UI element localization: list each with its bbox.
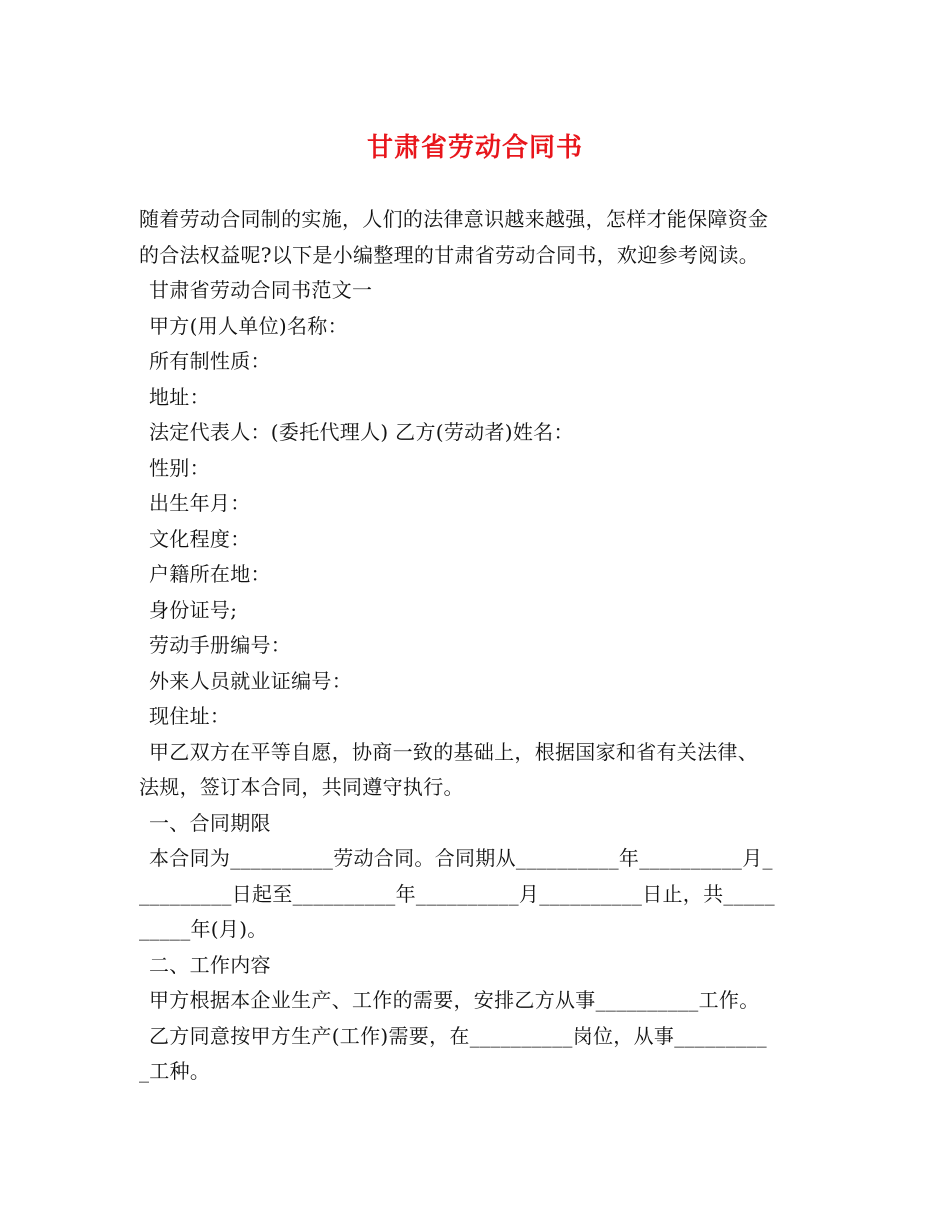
field-employer-name: 甲方(用人单位)名称： (149, 313, 348, 338)
document-body (139, 202, 819, 1090)
field-ownership-type: 所有制性质： (149, 349, 271, 373)
clause-2-line-1: 甲方根据本企业生产、工作的需要，安排乙方从事__________工作。 (149, 988, 760, 1012)
field-birth-date: 出生年月： (149, 491, 251, 515)
clause-2-title: 二、工作内容 (149, 952, 271, 977)
section-title: 甘肃省劳动合同书范文一 (149, 278, 373, 302)
clause-1-line-3: _____年(月)。 (139, 917, 268, 941)
clause-1-line-2: _________日起至__________年__________月__________日止，共_____ (139, 881, 775, 906)
clause-2-line-3: _工种。 (139, 1059, 211, 1083)
field-current-address: 现住址： (149, 704, 231, 728)
field-labor-handbook-number: 劳动手册编号： (149, 633, 292, 657)
agreement-line-2: 法规，签订本合同，共同遵守执行。 (139, 775, 464, 799)
field-employment-permit-number: 外来人员就业证编号： (149, 668, 352, 693)
field-education: 文化程度： (149, 526, 251, 551)
clause-1-line-1: 本合同为__________劳动合同。合同期从__________年__________月_ (149, 846, 773, 870)
clause-2-line-2: 乙方同意按甲方生产(工作)需要，在__________岗位，从事_________ (149, 1023, 767, 1048)
field-address: 地址： (149, 384, 210, 409)
intro-line-2: 的合法权益呢?以下是小编整理的甘肃省劳动合同书，欢迎参考阅读。 (139, 242, 760, 267)
agreement-line-1: 甲乙双方在平等自愿，协商一致的基础上，根据国家和省有关法律、 (149, 739, 758, 764)
intro-line-1: 随着劳动合同制的实施，人们的法律意识越来越强，怎样才能保障资金 (139, 207, 769, 231)
field-gender: 性别： (149, 455, 210, 480)
document-title: 甘肃省劳动合同书 (366, 133, 583, 163)
field-household-registration: 户籍所在地： (149, 562, 271, 586)
field-id-number: 身份证号; (149, 597, 238, 622)
clause-1-title: 一、合同期限 (149, 810, 271, 835)
field-legal-representative: 法定代表人：(委托代理人) 乙方(劳动者)姓名： (149, 420, 574, 444)
